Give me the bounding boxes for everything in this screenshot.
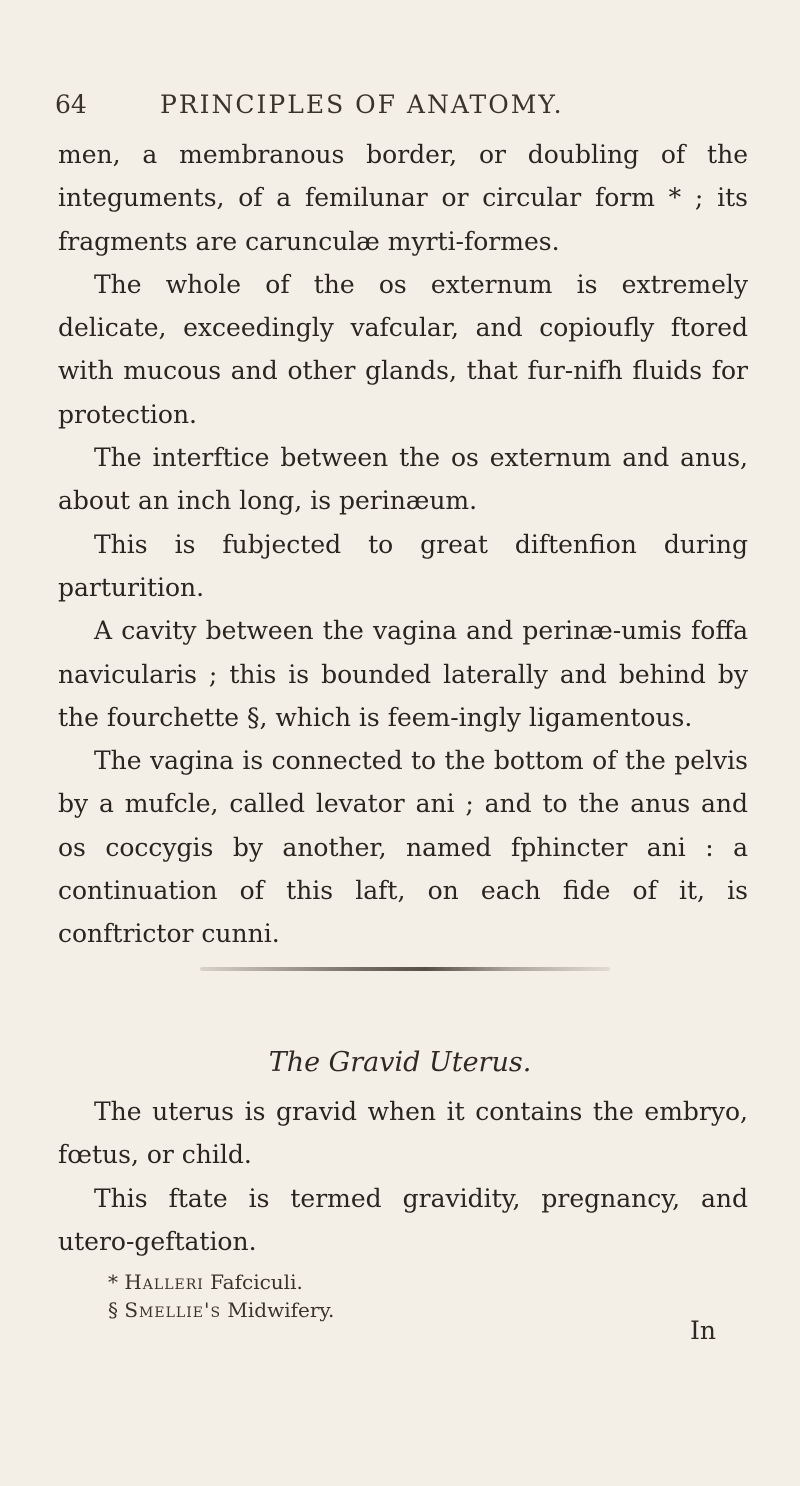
section-divider (200, 967, 610, 971)
footnote-mark: § (108, 1298, 118, 1322)
paragraph: This is fubjected to great diftenfion during parturition. (58, 529, 748, 602)
paragraph-continuation: men, a membranous border, or doubling of the integuments, of a femilunar or circular form * ; its fragments are carunculæ myrti-formes. (58, 140, 748, 256)
section-text (58, 1090, 748, 1263)
main-text (58, 133, 748, 956)
footnote-author: Smellie's (124, 1298, 222, 1322)
footnote-author: Halleri (124, 1270, 204, 1294)
footnote-work: Midwifery. (227, 1298, 335, 1322)
paragraph: This ftate is termed gravidity, pregnancy, and utero-geftation. (58, 1183, 748, 1256)
footnote (108, 1268, 708, 1296)
footnotes (108, 1268, 708, 1324)
page-number: 64 (55, 90, 87, 119)
footnote (108, 1296, 708, 1324)
section-title: The Gravid Uterus. (268, 1047, 532, 1078)
paragraph: The interftice between the os externum and anus, about an inch long, is perinæum. (58, 443, 748, 516)
paragraph: The vagina is connected to the bottom of the pelvis by a mufcle, called levator ani ; and to the anus and os coccygis by another, named fphincter ani : a continuation of this laft, on each fide of it, is conftrictor cunni. (58, 746, 748, 949)
footnote-mark: * (108, 1270, 118, 1294)
running-header (55, 90, 564, 119)
running-title: PRINCIPLES OF ANATOMY. (160, 90, 564, 119)
footnote-work: Fafciculi. (210, 1270, 303, 1294)
catchword: In (690, 1316, 716, 1345)
paragraph: The whole of the os externum is extremely delicate, exceedingly vafcular, and copioufly ftored with mucous and other glands, that fur-nifh fluids for protection. (58, 269, 748, 429)
paragraph: A cavity between the vagina and perinæ-umis foffa navicularis ; this is bounded laterally and behind by the fourchette §, which is feem-ingly ligamentous. (58, 616, 748, 732)
paragraph: The uterus is gravid when it contains the embryo, fœtus, or child. (58, 1097, 748, 1170)
